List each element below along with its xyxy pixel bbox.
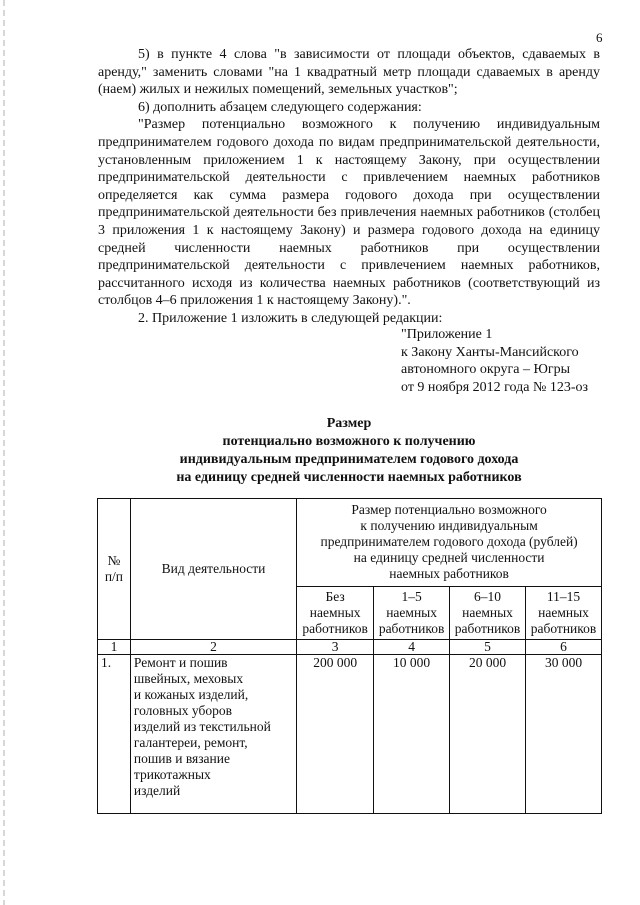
title-line: Размер	[326, 416, 372, 431]
column-number-cell: 3	[297, 640, 374, 655]
paragraph-item-5: 5) в пункте 4 слова "в зависимости от площади объектов, сдаваемых в аренду," заменить словами "на 1 квадратный метр площади сдаваемых в аренду (наем) жилых и нежилых помещений, земельных участков";	[98, 47, 600, 98]
title-line: индивидуальным предпринимателем годового дохода	[179, 452, 519, 467]
row-activity-cell: Ремонт и пошив швейных, меховых и кожаных изделий, головных уборов изделий из текстильной галантереи, ремонт, пошив и вязание трикотажных изделий	[130, 655, 296, 814]
appendix-ref-line: к Закону Ханты-Мансийского	[401, 344, 579, 360]
subheader-cell-11-15-employees: 11–15 наемных работников	[526, 586, 602, 639]
table-header-row	[98, 499, 602, 587]
subheader-cell-no-employees: Без наемных работников	[297, 586, 374, 639]
appendix-reference	[401, 326, 588, 396]
title-line: на единицу средней численности наемных работников	[176, 470, 522, 485]
scan-edge-artifact	[3, 0, 5, 905]
header-cell-income-size: Размер потенциально возможного к получению индивидуальным предпринимателем годового дохода (рублей) на единицу средней численности наемных работников	[297, 499, 602, 587]
column-number-row	[98, 640, 602, 655]
subheader-cell-1-5-employees: 1–5 наемных работников	[374, 586, 450, 639]
appendix-ref-line: от 9 ноября 2012 года № 123-оз	[401, 379, 589, 395]
title-line: потенциально возможного к получению	[222, 434, 476, 449]
header-cell-activity: Вид деятельности	[130, 499, 296, 640]
column-number-cell: 1	[98, 640, 131, 655]
row-number-cell: 1.	[98, 655, 131, 814]
document-title	[98, 415, 600, 487]
header-cell-number: № п/п	[98, 499, 131, 640]
appendix-ref-line: автономного округа – Югры	[401, 362, 570, 378]
column-number-cell: 4	[374, 640, 450, 655]
paragraph-item-6: 6) дополнить абзацем следующего содержания:	[138, 99, 422, 115]
body-text	[98, 46, 600, 328]
appendix-ref-line: "Приложение 1	[401, 327, 493, 342]
row-value-cell: 20 000	[450, 655, 526, 814]
table-row	[98, 655, 602, 814]
row-value-cell: 30 000	[526, 655, 602, 814]
paragraph-appendix-instruction: 2. Приложение 1 изложить в следующей редакции:	[138, 310, 443, 326]
column-number-cell: 2	[130, 640, 296, 655]
column-number-cell: 5	[450, 640, 526, 655]
subheader-cell-6-10-employees: 6–10 наемных работников	[450, 586, 526, 639]
income-table	[97, 498, 602, 814]
column-number-cell: 6	[526, 640, 602, 655]
paragraph-quoted-text: "Размер потенциально возможного к получению индивидуальным предпринимателем годового дохода по видам предпринимательской деятельности, установленным приложением 1 к настоящему Закону, при осуществлении предпринимательской деятельности с привлечением наемных работников определяется как сумма размера годового дохода при осуществлении предпринимательской деятельности без привлечения наемных работников (столбец 3 приложения 1 к настоящему Закону) и размера годового дохода на единицу средней численности наемных работников при осуществлении предпринимательской деятельности с привлечением наемных работников, рассчитанного исходя из количества наемных работников (соответствующий из столбцов 4–6 приложения 1 к настоящему Закону).".	[98, 117, 600, 309]
row-value-cell: 200 000	[297, 655, 374, 814]
page-number: 6	[596, 30, 603, 45]
row-value-cell: 10 000	[374, 655, 450, 814]
